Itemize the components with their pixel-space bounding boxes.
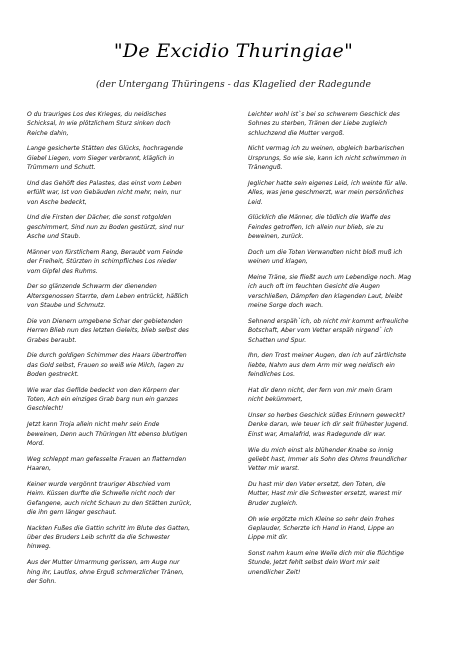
stanza-line: Doch um die Toten Verwandten nicht bloß muß ich [248,248,403,256]
stanza-line: Asche und Staub. [27,233,81,241]
stanza-line: geschimmert, Sind nun zu Boden gestürzt, sind nur [27,223,184,231]
stanza-line: Wie du mich einst als blühender Knabe so innig [248,446,394,454]
stanza-line: Trümmern und Schutt. [27,164,96,172]
stanza-line: Denke daran, wie teuer ich dir seit frühester Jugend. [248,421,409,429]
stanza [248,549,448,577]
stanza [27,455,223,474]
stanza-line: Geplauder, Scherzte ich Hand in Hand, Lippe an [248,524,395,532]
stanza-line: liebte, Nahm aus dem Arm mir weg neidisch ein [248,361,395,369]
stanza-line: Gefangene, auch nicht Schaun zu den Stätten zurück, [27,499,192,507]
stanza [27,558,223,586]
stanza [248,144,448,172]
stanza-line: Lange gesicherte Stätten des Glücks, hochragende [27,145,183,153]
stanza-line: Die von Dienern umgebene Schar der gebietenden [27,317,183,325]
stanza-line: Leichter wohl ist`s bei so schwerem Geschick des [248,111,400,118]
stanza-line: Stunde, Jetzt fehlt selbst dein Wort mir seit [248,559,380,567]
stanza-line: Ihn, den Trost meiner Augen, den ich auf zärtlichste [248,352,407,360]
stanza-line: Wie war das Gefilde bedeckt von den Körpern der [27,386,179,394]
stanza-line: O du trauriges Los des Krieges, du neidisches [27,111,167,118]
stanza-line: Nicht vermag ich zu weinen, obgleich barbarischen [248,145,405,153]
stanza-line: ich auch oft im feuchten Gesicht die Augen [248,283,380,291]
stanza-line: Jeglicher hatte sein eigenes Leid, ich weinte für alle. [248,179,408,187]
stanza [248,351,448,379]
stanza-line: weinen und klagen, [248,258,308,266]
stanza-line: vom Gipfel des Ruhms. [27,267,98,275]
stanza-line: Hat dir denn nicht, der fern von mir mein Gram [248,386,393,394]
stanza-line: Geschlecht! [27,405,64,413]
stanza-line: Giebel Liegen, vom Sieger verbrannt, kläglich in [27,154,175,162]
stanza-line: feindliches Los. [248,370,296,378]
stanza-line: hing ihr, Lautlos, ohne Erguß schmerzlicher Tränen, [27,568,184,576]
stanza-line: Einst war, Amalafrid, was Radegunde dir war. [248,430,386,438]
stanza-line: Feindes getroffen, Ich allein nur blieb, sie zu [248,223,384,231]
stanza-line: schluchzend die Mutter vergoß. [248,129,345,137]
stanza-line: Nackten Fußes die Gattin schritt im Blute des Gatten, [27,524,191,532]
stanza-line: Die durch goldigen Schimmer des Haars übertroffen [27,352,187,360]
stanza-line: Sonst nahm kaum eine Weile dich mir die flüchtige [248,550,404,557]
stanza-line: Sohnes zu sterben, Tränen der Liebe zugleich [248,120,387,128]
stanza [248,213,448,241]
stanza-line: Mord. [27,439,45,447]
stanza [248,273,448,310]
stanza-line: nicht bekümmert, [248,396,303,404]
stanza [248,317,448,345]
stanza [248,446,448,474]
stanza [27,317,223,345]
stanza-line: verschließen, Dämpfen den klagenden Laut, bleibt [248,292,403,300]
stanza-line: die ihn gern länger geschaut. [27,508,117,516]
stanza-line: Der so glänzende Schwarm der dienenden [27,283,157,291]
stanza-line: Aus der Mutter Umarmung gerissen, am Auge nur [27,559,180,567]
stanza-line: geliebt hast, Immer als Sohn des Ohms freundlicher [248,455,407,463]
stanza-line: erfüllt war, Ist von Gebäuden nicht mehr, nein, nur [27,189,182,197]
stanza-line: Glücklich die Männer, die tödlich die Waffe des [248,214,391,222]
stanza-line: Schatten und Spur. [248,336,307,344]
stanza-line: Unser so herbes Geschick süßes Erinnern geweckt? [248,412,406,420]
stanza-line: Alles, was jene geschmerzt, war mein persönliches [248,189,404,197]
stanza-line: Weg schleppt man gefesselte Frauen an flatternden [27,455,187,463]
stanza [27,420,223,448]
stanza [248,248,448,267]
stanza [248,179,448,207]
stanza-line: Heim. Küssen durfte die Schwelle nicht noch der [27,490,175,498]
stanza-line: Keiner wurde vergönnt trauriger Abschied vom [27,481,171,489]
stanza-line: Meine Träne, sie fließt auch um Lebendige noch. Mag [248,274,412,282]
stanza-line: Leid. [248,198,263,206]
stanza-line: hinweg. [27,543,51,551]
stanza [248,480,448,508]
stanza-line: Reiche dahin, [27,129,69,137]
stanza-line: Toten, Ach ein einziges Grab barg nun ein ganzes [27,396,179,404]
stanza-line: Und die Firsten der Dächer, die sonst rotgolden [27,214,172,222]
stanza-line: Schicksal, In wie plötzlichem Sturz sinken doch [27,120,171,128]
stanza [248,411,448,439]
stanza [248,386,448,405]
document-subtitle: (der Untergang Thüringens - das Klagelied der Radegunde [96,79,371,90]
left-text-column [27,110,223,593]
stanza [27,524,223,552]
stanza-line: Du hast mir den Vater ersetzt, den Toten, die [248,481,386,489]
stanza [27,110,223,138]
stanza-line: der Sohn. [27,577,57,585]
stanza-line: Boden gestreckt. [27,370,79,378]
stanza-line: meine Sorge doch wach. [248,302,324,310]
stanza-line: über des Bruders Leib schritt da die Schwester [27,534,170,542]
stanza [27,386,223,414]
stanza-line: Altersgenossen Starrte, dem Leben entrückt, häßlich [27,292,189,300]
document-title: "De Excidio Thuringiae" [113,40,354,62]
stanza-line: Bruder zugleich. [248,499,298,507]
stanza [248,515,448,543]
stanza [27,213,223,241]
stanza-line: Männer von fürstlichem Rang, Beraubt vom Feinde [27,248,183,256]
stanza-line: von Staube und Schmutz. [27,302,106,310]
stanza-line: Mutter, Hast mir die Schwester ersetzt, warest mir [248,490,402,498]
stanza-line: Botschaft, Aber vom Vetter erspäh nirgend` ich [248,327,393,335]
stanza-line: Vetter mir warst. [248,465,300,473]
stanza-line: Oh wie ergötzte mich Kleine so sehr dein frohes [248,515,395,523]
stanza-line: unendlicher Zeit! [248,568,301,576]
stanza [27,282,223,310]
stanza-line: Sehnend erspäh`ich, ob nicht mir kommt erfreuliche [248,317,409,325]
stanza-line: das Gold selbst, Frauen so weiß wie Milch, lagen zu [27,361,184,369]
stanza-line: Tränenguß. [248,164,283,172]
stanza-line: von Asche bedeckt, [27,198,87,206]
stanza [27,248,223,276]
stanza-line: beweinen, zurück. [248,233,304,241]
stanza [27,179,223,207]
right-text-column [248,110,448,583]
stanza-line: Jetzt kann Troja allein nicht mehr sein Ende [27,421,160,429]
stanza-line: beweinen, Denn auch Thüringen litt ebenso blutigen [27,430,188,438]
stanza [27,351,223,379]
stanza-line: Und das Gehöft des Palastes, das einst vom Leben [27,179,182,187]
stanza-line: Ursprungs, So wie sie, kann ich nicht schwimmen in [248,154,407,162]
stanza-line: Herren Blieb nun des letzten Geleits, blieb selbst des [27,327,189,335]
stanza-line: Haaren, [27,465,52,473]
stanza [27,480,223,517]
stanza-line: Lippe mit dir. [248,534,288,542]
stanza-line: Grabes beraubt. [27,336,77,344]
stanza [27,144,223,172]
stanza [248,110,448,138]
stanza-line: der Freiheit, Stürzten in schimpfliches Los nieder [27,258,177,266]
